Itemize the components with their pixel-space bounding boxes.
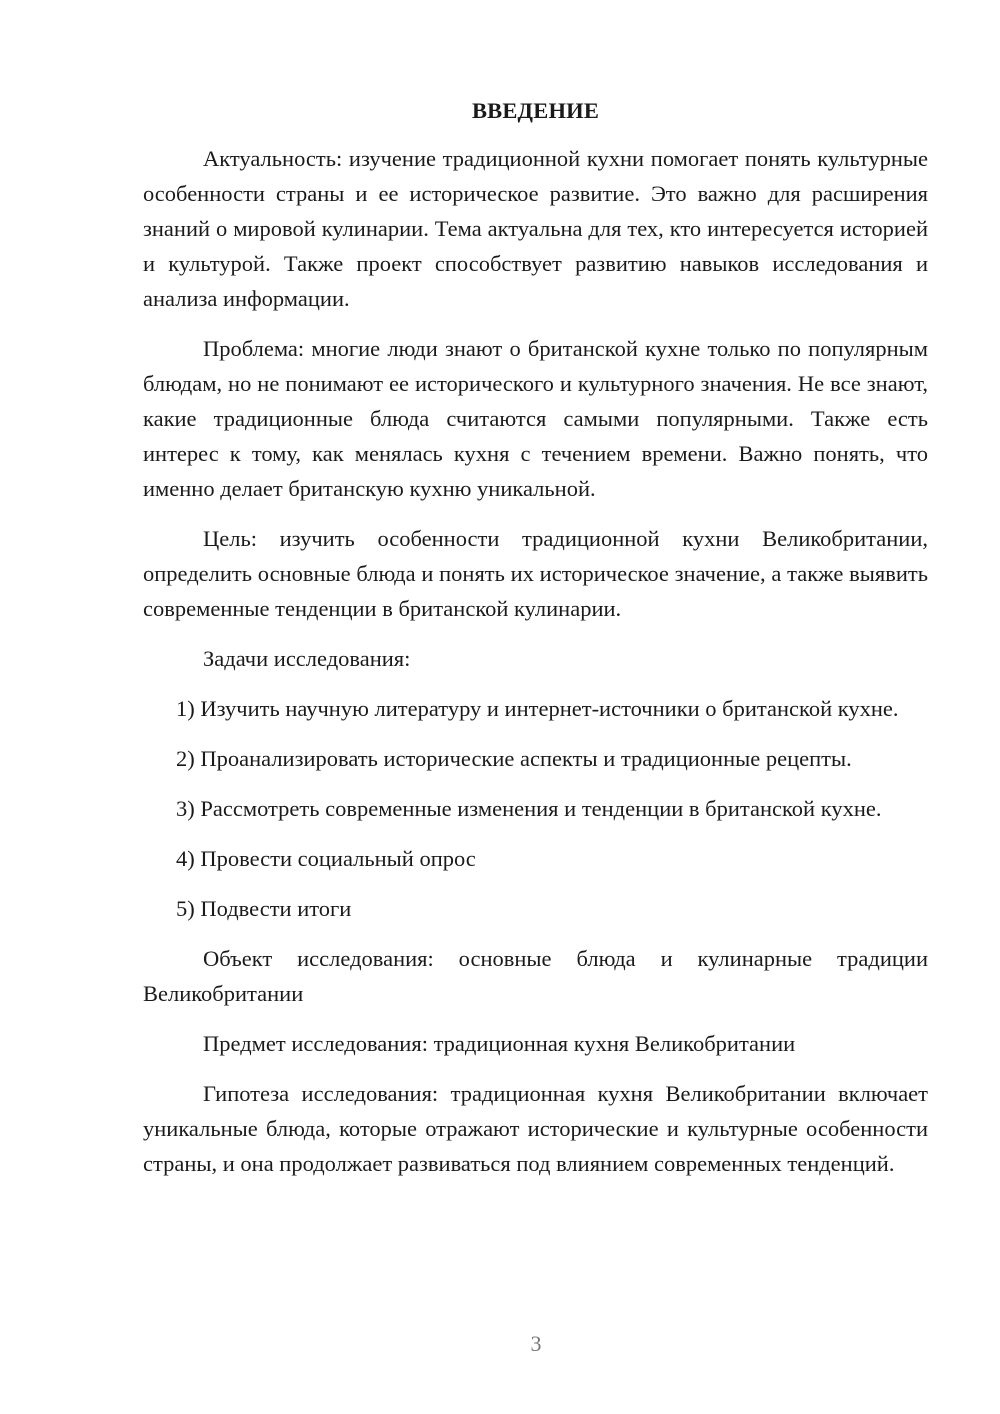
paragraph-hypothesis: Гипотеза исследования: традиционная кухня Великобритании включает уникальные блюда, которые отражают исторические и культурные особенности страны, и она продолжает развиваться под влиянием современных тенденций. — [143, 1081, 928, 1176]
tasks-heading: Задачи исследования: — [203, 646, 411, 671]
paragraph-goal: Цель: изучить особенности традиционной кухни Великобритании, определить основные блюда и понять их историческое значение, а также выявить современные тенденции в британской кулинарии. — [143, 526, 928, 621]
document-body — [143, 96, 928, 1196]
tasks-list — [143, 691, 928, 926]
paragraph-object: Объект исследования: основные блюда и кулинарные традиции Великобритании — [143, 946, 928, 1006]
task-item-1: 1) Изучить научную литературу и интернет-источники о британской кухне. — [176, 696, 899, 721]
paragraph-relevance: Актуальность: изучение традиционной кухни помогает понять культурные особенности страны и ее историческое развитие. Это важно для расширения знаний о мировой кулинарии. Тема актуальна для тех, кто интересуется историей и культурой. Также проект способствует развитию навыков исследования и анализа информации. — [143, 146, 928, 311]
paragraph-problem: Проблема: многие люди знают о британской кухне только по популярным блюдам, но не понимают ее исторического и культурного значения. Не все знают, какие традиционные блюда считаются самыми популярными. Также есть интерес к тому, как менялась кухня с течением времени. Важно понять, что именно делает британскую кухню уникальной. — [143, 336, 928, 501]
task-item-4: 4) Провести социальный опрос — [176, 846, 476, 871]
task-item-2: 2) Проанализировать исторические аспекты и традиционные рецепты. — [176, 746, 852, 771]
page-number: 3 — [530, 1331, 542, 1356]
page-title: ВВЕДЕНИЕ — [471, 98, 600, 123]
task-item-3: 3) Рассмотреть современные изменения и тенденции в британской кухне. — [176, 796, 882, 821]
paragraph-subject: Предмет исследования: традиционная кухня Великобритании — [203, 1031, 796, 1056]
task-item-5: 5) Подвести итоги — [176, 896, 352, 921]
